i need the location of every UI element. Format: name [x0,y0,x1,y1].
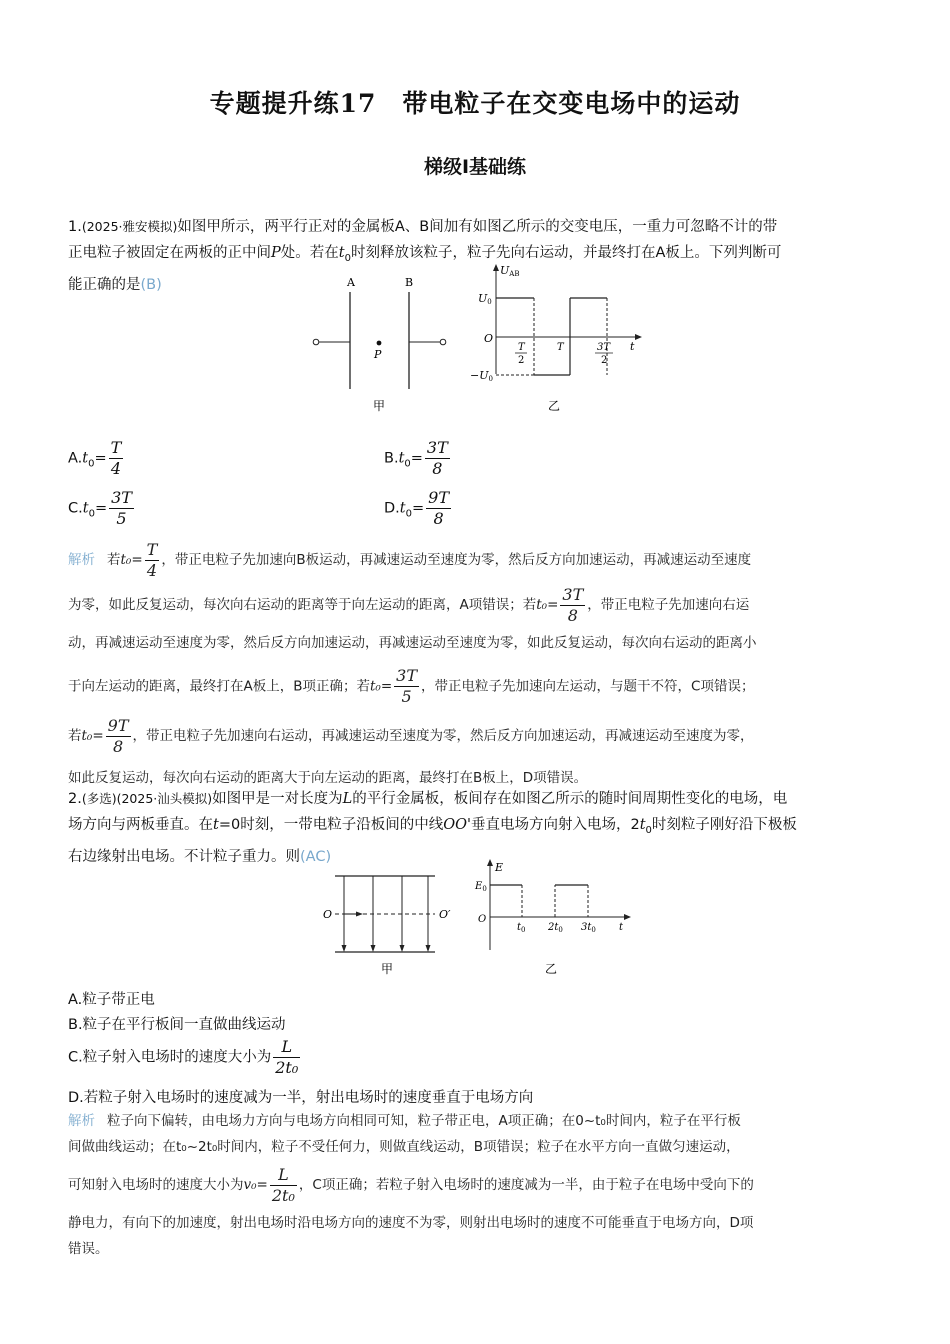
q1-figure [300,262,660,422]
plate-b-label: B [405,276,414,289]
q2-solution [68,1108,888,1262]
svg-text:t: t [619,922,624,933]
q2-line-1: 2.(多选)(2025·汕头模拟)如图甲是一对长度为L的平行金属板，板间存在如图乙所示的随时间周期性变化的电场，电 [68,791,788,807]
q1-line-1: 1.(2025·雅安模拟)如图甲所示，两平行正对的金属板A、B间加有如图乙所示的交变电压，一重力可忽略不计的带 [68,219,778,235]
section-heading: 梯级Ⅰ基础练 [423,156,527,178]
option-a[interactable]: A.粒子带正电 [68,992,155,1008]
sol-line: 间做曲线运动；在t₀~2t₀时间内，粒子不受任何力，则做直线运动，B项错误；粒子在水平方向一直做匀速运动， [68,1139,740,1155]
sol-line: 于向左运动的距离，最终打在A板上，B项正确；若t₀= $\frac{3T}{5}$ ，带正电粒子先加速向左运动，与题干不符，C项错误； [68,666,755,706]
caption-jia: 甲 [381,962,394,976]
q2-figure [315,856,645,981]
page-title: 专题提升练17 带电粒子在交变电场中的运动 [209,89,741,118]
svg-text:t0: $t_0$ [517,922,526,934]
q1-line-2: 正电粒子被固定在两板的正中间P处。若在$t_0$时刻释放该粒子，粒子先向右运动，并最终打在A板上。下列判断可 [68,245,782,264]
svg-text:3t0: $3t_0$ [581,922,596,934]
svg-text:O′: O′ [439,908,451,921]
sol-line: 若t₀= $\frac{9T}{8}$ ，带正电粒子先加速向右运动，再减速运动至速度为零，然后反方向加速运动，再减速运动至速度为零， [68,715,754,756]
voltage-graph [470,264,642,413]
svg-text:E: E [495,861,504,874]
point-p-label: P [374,348,382,361]
q2-line-3: 右边缘射出电场。不计粒子重力。则(AC) [68,848,332,865]
option-b[interactable]: B.粒子在平行板间一直做曲线运动 [68,1017,286,1033]
svg-text:UAB: UAB [500,264,520,278]
svg-text:O: O [484,332,494,345]
option-c[interactable]: $C.t_0=$ $\frac{3T}{5}$ [68,488,132,528]
caption-jia: 甲 [373,399,386,413]
q2-line-2: 场方向与两板垂直。在t=0时刻，一带电粒子沿板间的中线OO'垂直电场方向射入电场，$2t_0$时刻粒子刚好沿下极板 [68,817,797,836]
svg-text:t: t [630,340,635,353]
option-a[interactable]: $A.t_0=$ $\frac{T}{4}$ [68,438,122,478]
sol-line: 可知射入电场时的速度大小为v₀= $\frac{L}{\text{2t₀}}$ ，C项正确；若粒子射入电场时的速度减为一半，由于粒子在电场中受向下的 [68,1164,754,1205]
sol-line: 动，再减速运动至速度为零，然后反方向加速运动，再减速运动至速度为零，如此反复运动，每次向右运动的距离小 [68,635,757,651]
svg-text:E0: $E_0$ [475,881,487,893]
sol-line: 为零，如此反复运动，每次向右运动的距离等于向左运动的距离，A项错误；若t₀= $\frac{3T}{8}$ ，带正电粒子先加速向右运 [68,584,750,625]
svg-text:T: T [557,342,564,353]
option-c[interactable]: C.粒子射入电场时的速度大小为 $\frac{L}{\text{2t₀}}$ [68,1037,299,1077]
svg-text:2t0: $2t_0$ [548,922,563,934]
capacitor-diagram [313,276,446,413]
sol-line: 如此反复运动，每次向右运动的距离大于向左运动的距离，最终打在B板上，D项错误。 [68,770,588,786]
svg-text:3T: 3T [597,342,611,353]
answer-badge: (B) [140,276,162,293]
svg-text:T: T [518,342,525,353]
answer-badge: (AC) [300,848,332,865]
field-graph [474,859,631,976]
sol-line: 静电力，有向下的加速度，射出电场时沿电场方向的速度不为零，则射出电场时的速度不可能垂直于电场方向，D项 [68,1215,754,1231]
sol-line: 解析 若t₀= $\frac{T}{4}$ ，带正电粒子先加速向B板运动，再减速运动至速度为零，然后反方向加速运动，再减速运动至速度 [68,539,752,580]
sol-line: 错误。 [68,1241,109,1257]
q1-solution [68,538,888,788]
svg-text:O: O [478,914,487,925]
caption-yi: 乙 [548,399,561,413]
sol-line: 解析 粒子向下偏转，由电场力方向与电场方向相同可知，粒子带正电，A项正确；在0~t₀时间内，粒子在平行板 [68,1113,741,1129]
svg-text:O: O [323,908,333,921]
svg-text:−U0: −U0 [470,369,493,383]
caption-yi: 乙 [545,962,558,976]
svg-text:U0: U0 [478,292,492,306]
option-b[interactable]: $B.t_0=$ $\frac{3T}{8}$ [384,438,448,478]
svg-text:2: 2 [518,355,525,366]
q1-line-3: 能正确的是(B) [68,276,162,293]
svg-text:2: 2 [601,355,608,366]
plate-a-label: A [347,276,355,289]
option-d[interactable]: D.若粒子射入电场时的速度减为一半，射出电场时的速度垂直于电场方向 [68,1090,534,1106]
plates-diagram [323,876,451,976]
option-d[interactable]: $D.t_0=$ $\frac{9T}{8}$ [384,488,449,528]
